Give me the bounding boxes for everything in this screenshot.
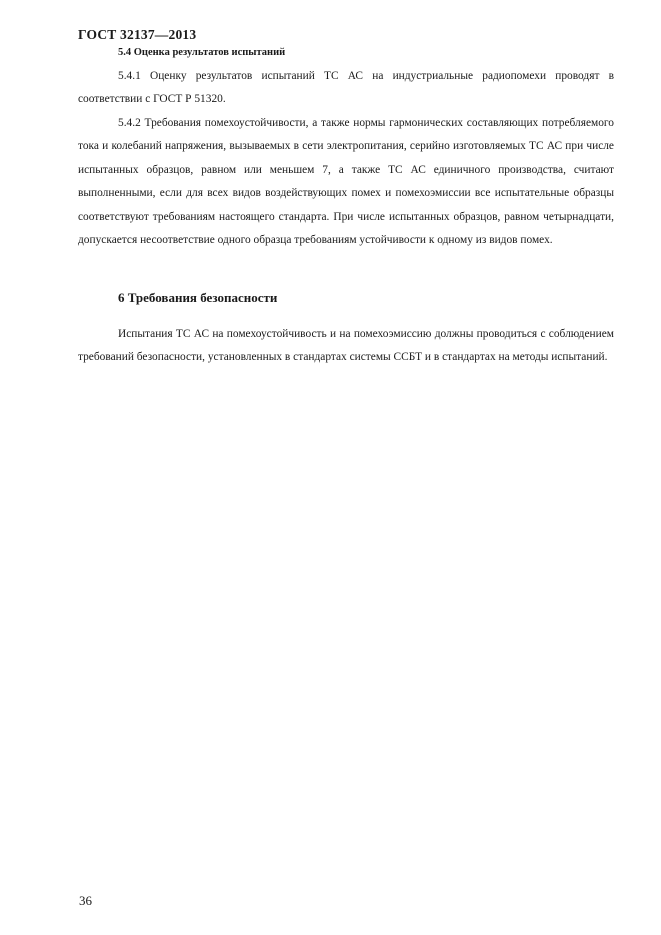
- paragraph-5-4-1: 5.4.1 Оценку результатов испытаний ТС АС на индустриальные радиопомехи проводят в соответствии с ГОСТ Р 51320.: [78, 70, 614, 106]
- section-6-heading: 6 Требования безопасности: [118, 290, 278, 305]
- section-6-paragraph: Испытания ТС АС на помехоустойчивость и на помехоэмиссию должны проводиться с соблюдением требований безопасности, установленных в стандартах системы ССБТ и в стандартах на методы испытаний.: [78, 328, 614, 364]
- page-number: 36: [79, 893, 92, 908]
- paragraph-5-4-2: 5.4.2 Требования помехоустойчивости, а также нормы гармонических составляющих потребляемого тока и колебаний напряжения, вызываемых в сети электропитания, серийно изготовляемых ТС АС при числе испытанных образцов, равном или меньшем 7, а также ТС АС единичного производства, считают выполненными, если для всех видов воздействующих помех и помехоэмиссии все испытательные образцы соответствуют требованиям настоящего стандарта. При числе испытанных образцов, равном четырнадцати, допускается несоответствие одного образца требованиям устойчивости к одному из видов помех.: [78, 117, 614, 247]
- section-5-4-heading: 5.4 Оценка результатов испытаний: [118, 47, 286, 58]
- document-header-code: ГОСТ 32137—2013: [78, 27, 197, 42]
